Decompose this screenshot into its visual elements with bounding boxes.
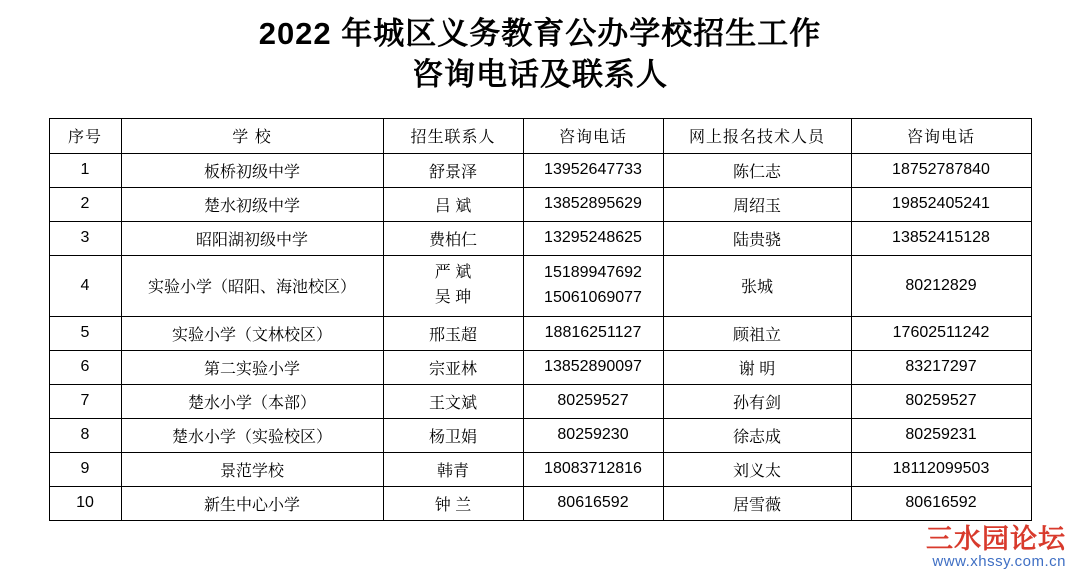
cell-contact: 费柏仁 (383, 221, 523, 255)
cell-phone: 18816251127 (523, 316, 663, 350)
cell-contact-line-1: 严 斌 (434, 264, 472, 282)
cell-tech: 谢 明 (663, 350, 851, 384)
cell-no: 1 (49, 153, 121, 187)
cell-school: 板桥初级中学 (121, 153, 383, 187)
cell-contact: 韩青 (383, 452, 523, 486)
page-title-line-1: 2022 年城区义务教育公办学校招生工作 (258, 16, 822, 51)
cell-no: 9 (49, 452, 121, 486)
table-row (49, 153, 1031, 187)
watermark-url: www.xhssy.com.cn (932, 553, 1066, 570)
cell-phone: 80259230 (523, 418, 663, 452)
cell-tech-phone: 18752787840 (851, 153, 1031, 187)
cell-phone: 13952647733 (523, 153, 663, 187)
cell-phone-line-2: 15061069077 (544, 288, 642, 306)
table-row (49, 486, 1031, 520)
page-title-line-2: 咨询电话及联系人 (412, 56, 668, 92)
cell-tech: 顾祖立 (663, 316, 851, 350)
cell-tech: 张城 (663, 255, 851, 316)
cell-phone-line-1: 15189947692 (544, 264, 642, 282)
watermark (926, 525, 1066, 570)
table-row (49, 418, 1031, 452)
cell-contact: 吕 斌 (383, 187, 523, 221)
column-header-contact: 招生联系人 (383, 118, 523, 153)
cell-contact (383, 255, 523, 316)
cell-contact: 王文斌 (383, 384, 523, 418)
table-row (49, 350, 1031, 384)
cell-contact: 杨卫娟 (383, 418, 523, 452)
cell-school: 实验小学（文林校区） (121, 316, 383, 350)
column-header-no: 序号 (49, 118, 121, 153)
cell-school: 景范学校 (121, 452, 383, 486)
cell-phone: 13852890097 (523, 350, 663, 384)
cell-school: 楚水小学（本部） (121, 384, 383, 418)
table-row (49, 255, 1031, 316)
cell-no: 3 (49, 221, 121, 255)
cell-contact: 舒景泽 (383, 153, 523, 187)
cell-contact: 宗亚林 (383, 350, 523, 384)
cell-no: 5 (49, 316, 121, 350)
cell-tech-phone: 80616592 (851, 486, 1031, 520)
cell-tech: 刘义太 (663, 452, 851, 486)
cell-phone: 18083712816 (523, 452, 663, 486)
cell-school: 昭阳湖初级中学 (121, 221, 383, 255)
cell-phone (523, 255, 663, 316)
cell-tech-phone: 18112099503 (851, 452, 1031, 486)
column-header-phone: 咨询电话 (523, 118, 663, 153)
cell-tech: 徐志成 (663, 418, 851, 452)
cell-school: 楚水初级中学 (121, 187, 383, 221)
table-row (49, 221, 1031, 255)
cell-no: 8 (49, 418, 121, 452)
cell-tech: 周绍玉 (663, 187, 851, 221)
page-title (0, 0, 1080, 96)
watermark-title: 三水园论坛 (926, 523, 1066, 554)
cell-phone: 80259527 (523, 384, 663, 418)
cell-phone: 13852895629 (523, 187, 663, 221)
cell-school: 楚水小学（实验校区） (121, 418, 383, 452)
cell-contact-line-2: 吴 珅 (434, 288, 472, 306)
cell-phone: 13295248625 (523, 221, 663, 255)
cell-tech-phone: 80212829 (851, 255, 1031, 316)
cell-school: 实验小学（昭阳、海池校区） (121, 255, 383, 316)
table-header-row (49, 118, 1031, 153)
table-row (49, 384, 1031, 418)
enrollment-contacts-table (49, 118, 1032, 521)
table-row (49, 452, 1031, 486)
cell-tech: 陆贵骁 (663, 221, 851, 255)
cell-tech-phone: 17602511242 (851, 316, 1031, 350)
table-row (49, 316, 1031, 350)
cell-tech: 陈仁志 (663, 153, 851, 187)
column-header-school: 学 校 (121, 118, 383, 153)
cell-tech-phone: 80259231 (851, 418, 1031, 452)
column-header-tech: 网上报名技术人员 (663, 118, 851, 153)
cell-tech-phone: 13852415128 (851, 221, 1031, 255)
column-header-tech-phone: 咨询电话 (851, 118, 1031, 153)
cell-no: 2 (49, 187, 121, 221)
cell-tech-phone: 19852405241 (851, 187, 1031, 221)
cell-tech: 居雪薇 (663, 486, 851, 520)
cell-no: 7 (49, 384, 121, 418)
cell-no: 10 (49, 486, 121, 520)
cell-tech-phone: 80259527 (851, 384, 1031, 418)
cell-tech: 孙有剑 (663, 384, 851, 418)
cell-contact: 邢玉超 (383, 316, 523, 350)
cell-phone: 80616592 (523, 486, 663, 520)
cell-tech-phone: 83217297 (851, 350, 1031, 384)
cell-no: 4 (49, 255, 121, 316)
table-row (49, 187, 1031, 221)
cell-school: 第二实验小学 (121, 350, 383, 384)
cell-school: 新生中心小学 (121, 486, 383, 520)
cell-no: 6 (49, 350, 121, 384)
cell-contact: 钟 兰 (383, 486, 523, 520)
